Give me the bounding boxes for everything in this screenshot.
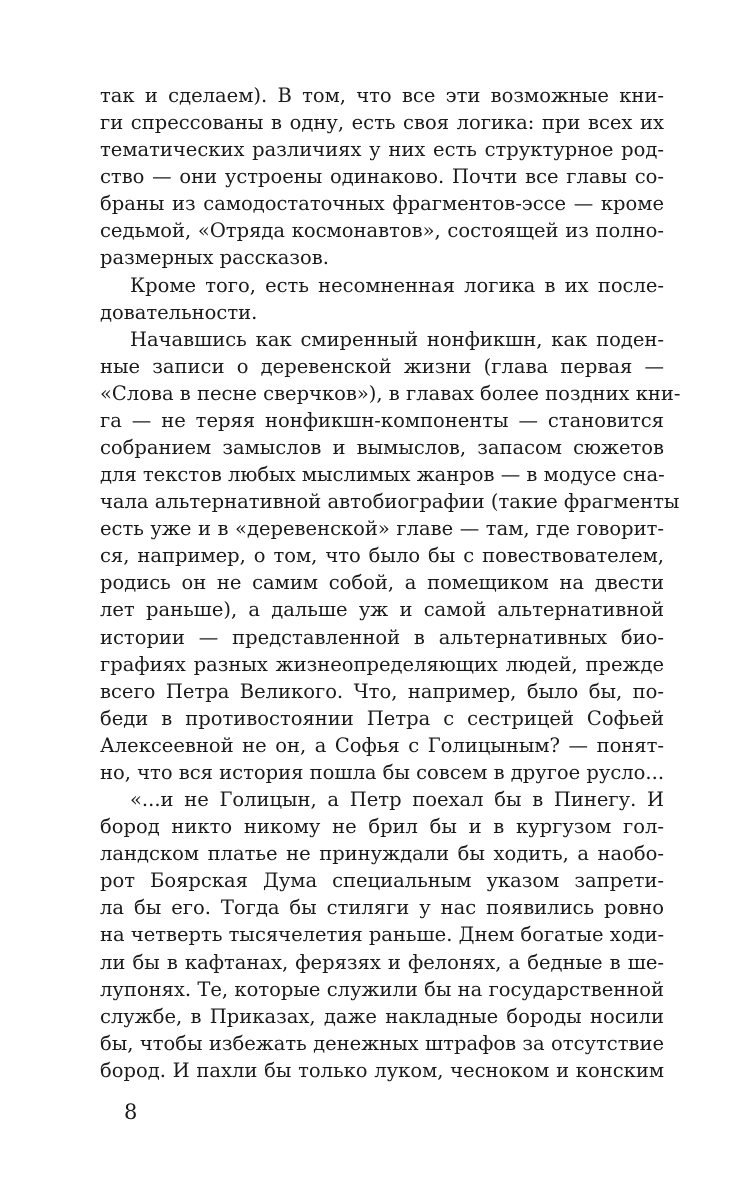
text-line: лупонях. Те, которые служили бы на государственной [100, 977, 664, 1001]
text-line: браны из самодостаточных фрагментов-эссе — кроме [100, 192, 664, 216]
text-line: бы, чтобы избежать денежных штрафов за отсутствие [100, 1031, 664, 1055]
text-line: собранием замыслов и вымыслов, запасом сюжетов [100, 436, 664, 460]
text-line: на четверть тысячелетия раньше. Днем богатые ходи- [100, 923, 665, 947]
text-line: довательности. [100, 300, 258, 324]
text-line: ги спрессованы в одну, есть своя логика: при всех их [100, 111, 664, 135]
text-line: лет раньше), а дальше уж и самой альтернативной [100, 598, 664, 622]
text-line: бород. И пахли бы только луком, чесноком и конским [100, 1058, 664, 1082]
text-line: службе, в Приказах, даже накладные бороды носили [100, 1004, 664, 1028]
text-line: ли бы в кафтанах, ферязях и фелонях, а бедные в ше- [100, 950, 664, 974]
text-line: размерных рассказов. [100, 246, 329, 270]
text-line: родись он не самим собой, а помещиком на двести [100, 571, 664, 595]
text-line: так и сделаем). В том, что все эти возможные кни- [100, 84, 664, 107]
text-line: есть уже и в «деревенской» главе — там, где говорит- [100, 517, 664, 541]
text-line: ландском платье не принуждали бы ходить, а наобо- [100, 842, 664, 866]
text-line: Начавшись как смиренный нонфикшн, как поден- [130, 327, 664, 351]
text-line: но, что вся история пошла бы совсем в другое русло... [100, 760, 665, 784]
text-line: Кроме того, есть несомненная логика в их после- [130, 273, 664, 297]
text-line: га — не теряя нонфикшн-компоненты — становится [100, 408, 664, 432]
text-line: для текстов любых мыслимых жанров — в модусе сна- [100, 463, 665, 487]
text-line: бород никто никому не брил бы и в кургузом гол- [100, 815, 664, 839]
book-page-text [100, 82, 681, 1084]
text-line: седьмой, «Отряда космонавтов», состоящей из полно- [100, 219, 664, 243]
text-line: тематических различиях у них есть структурное род- [100, 138, 664, 162]
text-line: истории — представленной в альтернативных био- [100, 625, 664, 649]
text-line: ные записи о деревенской жизни (глава первая — [100, 354, 664, 378]
text-line: беди в противостоянии Петра с сестрицей Софьей [100, 706, 664, 730]
text-line: рот Боярская Дума специальным указом запрети- [100, 869, 664, 893]
text-line: чала альтернативной автобиографии (такие фрагменты [100, 490, 680, 514]
text-line: ся, например, о том, что было бы с повествователем, [100, 544, 664, 568]
text-line: «Слова в песне сверчков»), в главах более поздних кни- [100, 381, 681, 405]
text-line: графиях разных жизнеопределяющих людей, прежде [100, 652, 664, 676]
text-line: ство — они устроены одинаково. Почти все главы со- [100, 165, 664, 189]
text-line: всего Петра Великого. Что, например, было бы, по- [100, 679, 664, 703]
page-number: 8 [124, 1100, 138, 1124]
text-line: Алексеевной не он, а Софья с Голицыным? — понят- [100, 733, 664, 757]
text-line: «...и не Голицын, а Петр поехал бы в Пинегу. И [130, 788, 664, 812]
text-line: ла бы его. Тогда бы стиляги у нас появились ровно [100, 896, 664, 920]
